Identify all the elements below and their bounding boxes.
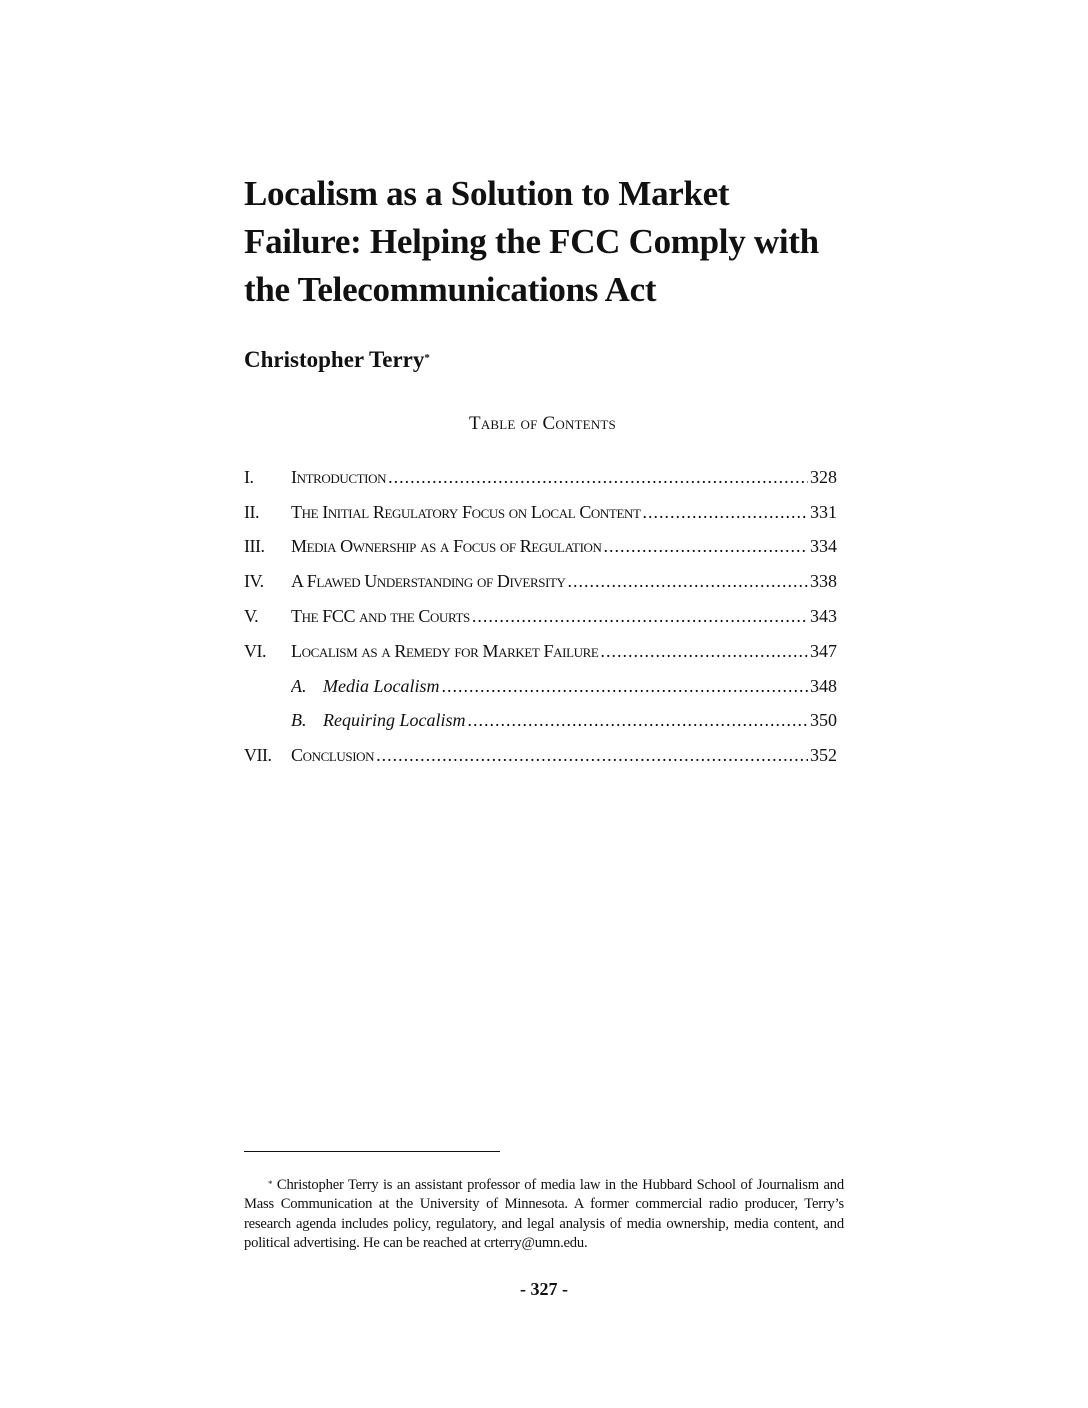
- footnote-marker: *: [268, 1178, 273, 1189]
- dot-leader: [641, 502, 808, 523]
- dot-leader: [566, 571, 808, 592]
- toc-entry-body: [291, 502, 837, 523]
- toc-entry-flawed-understanding[interactable]: [244, 564, 837, 599]
- dot-leader: [598, 641, 808, 662]
- title-line-1: Localism as a Solution to Market: [244, 174, 730, 213]
- toc-entry-localism-remedy[interactable]: [244, 634, 837, 669]
- toc-entry-label: The Initial Regulatory Focus on Local Content: [291, 501, 641, 522]
- toc-heading: Table of Contents: [469, 413, 616, 434]
- author-name-line: [244, 344, 430, 376]
- toc-entry-initial-regulatory-focus[interactable]: [244, 495, 837, 530]
- toc-entry-page: 352: [810, 745, 837, 766]
- toc-entry-page: 331: [810, 501, 837, 522]
- toc-entry-introduction[interactable]: [244, 460, 837, 495]
- dot-leader: [470, 606, 808, 627]
- toc-entry-page: 334: [810, 536, 837, 557]
- toc-entry-label: The FCC and the Courts: [291, 606, 470, 627]
- author-footnote-marker[interactable]: *: [424, 352, 430, 364]
- toc-entry-number: I.: [244, 466, 254, 487]
- toc-entry-body: [291, 467, 837, 488]
- toc-entry-fcc-and-courts[interactable]: [244, 599, 837, 634]
- title-line-2: Failure: Helping the FCC Comply with: [244, 222, 819, 261]
- article-title: [244, 170, 884, 314]
- toc-entry-page: 328: [810, 466, 837, 487]
- toc-entry-number: II.: [244, 501, 259, 522]
- toc-entry-body: [291, 641, 837, 662]
- toc-entry-label: Introduction: [291, 466, 387, 487]
- toc-entry-number: V.: [244, 606, 259, 627]
- toc-entry-label: Media Ownership as a Focus of Regulation: [291, 536, 602, 557]
- toc-entry-body: [291, 745, 837, 766]
- title-line-3: the Telecommunications Act: [244, 270, 657, 309]
- toc-entry-page: 347: [810, 640, 837, 661]
- dot-leader: [601, 536, 808, 557]
- toc-entry-body: [291, 710, 837, 731]
- toc-entry-conclusion[interactable]: [244, 738, 837, 773]
- toc-entry-page: 338: [810, 571, 837, 592]
- table-of-contents: [244, 460, 837, 773]
- toc-subentry-page: 348: [810, 675, 837, 696]
- author-name: Christopher Terry: [244, 347, 425, 372]
- toc-entry-number: III.: [244, 536, 265, 557]
- dot-leader: [440, 676, 809, 697]
- author-footnote: [244, 1176, 844, 1254]
- toc-subentry-label: Media Localism: [323, 675, 440, 696]
- toc-subentry-label: Requiring Localism: [323, 710, 466, 731]
- toc-entry-number: VII.: [244, 745, 272, 766]
- toc-subentry-letter: B.: [291, 710, 307, 731]
- footnote-divider: [244, 1151, 500, 1152]
- toc-entry-label: A Flawed Understanding of Diversity: [291, 571, 566, 592]
- toc-entry-media-ownership[interactable]: [244, 530, 837, 565]
- toc-subentry-page: 350: [810, 710, 837, 731]
- toc-subentry-media-localism[interactable]: [244, 669, 837, 704]
- toc-entry-body: [291, 571, 837, 592]
- footnote-text: Christopher Terry is an assistant professor of media law in the Hubbard School of Journalism and Mass Communication at the University of Minnesota. A former commercial radio producer, Terry’s research agenda includes policy, regulatory, and legal analysis of media ownership, media content, and political advertising. He can be reached at crterry@umn.edu.: [244, 1176, 844, 1252]
- toc-subentry-requiring-localism[interactable]: [244, 704, 837, 739]
- toc-entry-label: Conclusion: [291, 745, 375, 766]
- toc-entry-body: [291, 536, 837, 557]
- toc-entry-body: [291, 676, 837, 697]
- toc-entry-number: VI.: [244, 640, 266, 661]
- dot-leader: [386, 467, 808, 488]
- toc-entry-body: [291, 606, 837, 627]
- toc-entry-page: 343: [810, 606, 837, 627]
- page-number: - 327 -: [520, 1279, 568, 1299]
- toc-entry-number: IV.: [244, 571, 264, 592]
- toc-subentry-letter: A.: [291, 675, 307, 696]
- dot-leader: [466, 710, 809, 731]
- dot-leader: [374, 745, 808, 766]
- toc-entry-label: Localism as a Remedy for Market Failure: [291, 640, 599, 661]
